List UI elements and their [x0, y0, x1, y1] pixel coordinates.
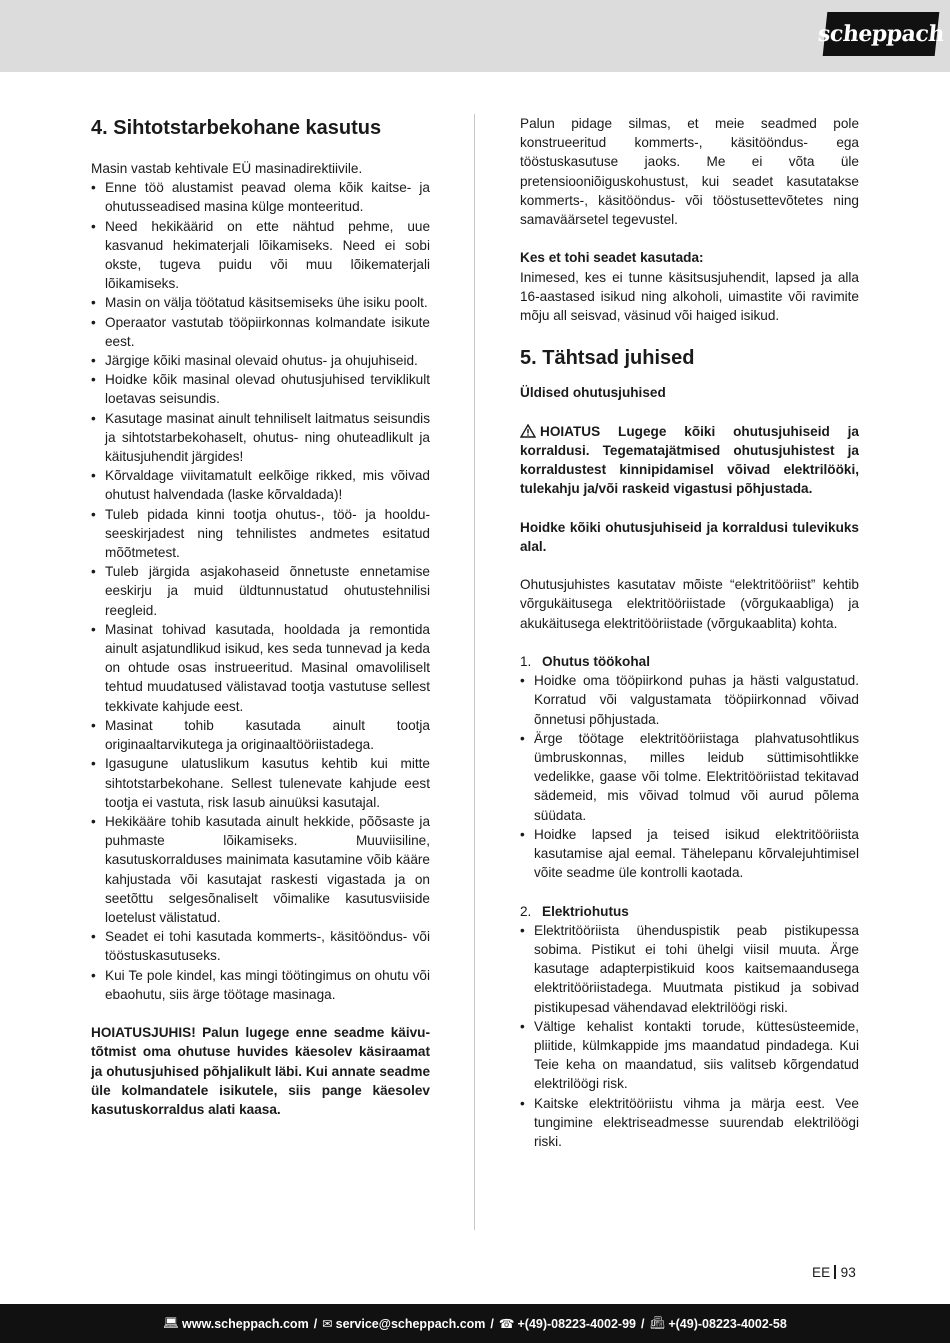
subsection-2-number: 2.	[520, 903, 532, 919]
bullet-marker: •	[91, 717, 96, 733]
footer-fax: +(49)-08223-4002-58	[668, 1316, 787, 1331]
left-bullet-item-text: Hekikääre tohib kasutada ainult hekkide, põõsaste ja puhmaste lõikamiseks. Muuviisiline, kasutuskorralduses mainimata kasutamine võib kääre kahjustada või kasutajat raskesti vigastada ja on seetõttu selgesõnaliselt võimalike kasutusviiside loetelust välistatud.	[105, 813, 430, 925]
page-number	[812, 1265, 856, 1280]
subsection-1-number: 1.	[520, 654, 532, 669]
workplace-safety-item-text: Hoidke oma tööpiirkond puhas ja hästi valgustatud. Korratud või valgustamata tööpiirkonnad võivad õnnetusi põhjustada.	[534, 673, 859, 727]
left-bullet-item	[91, 313, 430, 351]
left-bullet-item	[91, 620, 430, 716]
bullet-marker: •	[91, 180, 96, 196]
left-bullet-item-text: Enne töö alustamist peavad olema kõik kaitse- ja ohutusseadised masina külge monteeritud.	[105, 180, 430, 215]
left-bullet-item-text: Kui Te pole kindel, kas mingi töötingimus on ohutu või ebaohutu, siis ärge töötage masinaga.	[105, 967, 430, 1002]
bullet-marker: •	[91, 218, 96, 234]
left-bullet-item-text: Igasugune ulatuslikum kasutus kehtib kui mitte sihtotstarbekohane. Sellest tulenevate kahjude eest tootja ei vastuta, risk lasub ainuüksi kasutajal.	[105, 756, 430, 810]
footer-email[interactable]: service@scheppach.com	[335, 1316, 486, 1331]
general-safety-heading: Üldised ohutusjuhised	[520, 385, 666, 401]
right-column	[520, 114, 859, 1151]
bullet-marker: •	[91, 468, 96, 484]
top-bar	[0, 0, 950, 72]
brand-logo: scheppach	[823, 12, 940, 56]
bullet-marker: •	[91, 756, 96, 772]
left-bullet-item-text: Masinat tohivad kasutada, hooldada ja remontida ainult asjatundlikud isikud, kes seda tunnevad ja keda on ohtude osas instrueeritud. Masinal omavoliliselt tehtud muudatused välistavad tootja vastutuse sellest tekkivate kahjude eest.	[105, 621, 430, 714]
workplace-safety-item-text: Ärge töötage elektritööriistaga plahvatusohtlikus ümbruskonnas, milles leidub süttimisohtlikke vedelikke, gaase või tolme. Elektritööriistad tekitavad sädemeid, mis võivad tolmud või aurud põlema süüdata.	[534, 730, 859, 823]
left-bullet-item	[91, 466, 430, 504]
section-5-heading: 5. Tähtsad juhised	[520, 347, 695, 370]
electrical-safety-item-text: Vältige kehalist kontakti torude, küttesüsteemide, pliitide, külmkappide jms maandatud pindadega. Kui Teie keha on maandatud, siis valitseb kõrgendatud elektrilöögi risk.	[534, 1018, 859, 1092]
bullet-marker: •	[520, 922, 525, 938]
left-bullet-item	[91, 966, 430, 1004]
left-bullet-item	[91, 716, 430, 754]
hoiatus-text: HOIATUS Lugege kõiki ohutusjuhiseid ja korraldusi. Tegematajätmised ohutusjuhistest ja korraldustest kinnipidamisel võivad elektrilööki, tulekahju ja/või raskeid vigastusi põhjustada.	[520, 423, 859, 497]
right-intro: Palun pidage silmas, et meie seadmed pole konstrueeritud kommerts-, käsitööndus- ega tööstuskasutuse jaoks. Me ei võta üle pretensiooniõiguskohustust, kui seadet kasutatakse kommerts-, käsitööndus- või tööstusettevõtetes ning samaväärsetel tegevustel.	[520, 116, 859, 228]
page-number-value: 93	[840, 1265, 856, 1280]
left-bullet-item	[91, 927, 430, 965]
bullet-marker: •	[91, 929, 96, 945]
electrical-safety-item-text: Kaitske elektritööriistu vihma ja märja eest. Vee tungimine elektriseadmesse suurendab elektrilöögi riski.	[534, 1095, 859, 1150]
bullet-marker: •	[91, 295, 96, 311]
left-bullet-item-text: Kasutage masinat ainult tehniliselt laitmatus seisundis ja sihtotstarbekohaselt, ohutus- ning ohuteadlikult ja käitusjuhendit järgides!	[105, 410, 430, 465]
subsection-2-title: Elektriohutus	[542, 903, 629, 919]
subsection-2-list	[520, 921, 859, 1151]
left-bullet-item-text: Masin on välja töötatud käsitsemiseks ühe isiku poolt.	[105, 295, 428, 311]
left-bullet-item-text: Järgige kõiki masinal olevaid ohutus- ja ohujuhiseid.	[105, 353, 418, 369]
bullet-marker: •	[91, 314, 96, 330]
phone-icon: ☎	[498, 1317, 515, 1331]
bullet-marker: •	[91, 621, 96, 637]
page-lang: EE	[812, 1265, 831, 1280]
bullet-marker: •	[91, 353, 96, 369]
footer-bar: 💻︎ www.scheppach.com / ✉︎ service@scheppach.com / ☎ +(49)-08223-4002-99 / 📠︎ +(49)-08223-4002-58	[0, 1304, 950, 1343]
subsection-1-heading	[520, 652, 859, 671]
bullet-marker: •	[520, 1018, 525, 1034]
warning-notice: HOIATUSJUHIS! Palun lugege enne seadme käivutõtmist oma ohutuse huvides käesolev käsiraamat ja ohutusjuhised põhjalikult läbi. Kui annate seadme üle kolmandatele isikutele, siis pange käesolev kasutuskorraldus alati kaasa.	[91, 1025, 430, 1117]
left-bullet-item	[91, 351, 430, 370]
subsection-2-heading	[520, 902, 859, 921]
bullet-marker: •	[91, 506, 96, 522]
computer-icon: 💻︎	[163, 1316, 180, 1330]
electrical-safety-item	[520, 1017, 859, 1094]
bullet-marker: •	[91, 967, 96, 983]
left-bullet-item-text: Operaator vastutab tööpiirkonnas kolmandate isikute eest.	[105, 314, 430, 349]
workplace-safety-item	[520, 671, 859, 729]
left-bullet-item-text: Need hekikäärid on ette nähtud pehme, uue kasvanud hekimaterjali lõikamiseks. Need ei sobi okste, tugeva puidu või muu lõikematerjali lõikamiseks.	[105, 218, 430, 292]
bullet-marker: •	[91, 564, 96, 580]
bullet-marker: •	[91, 372, 96, 388]
bullet-marker: •	[520, 826, 525, 842]
left-bullet-item	[91, 505, 430, 563]
bullet-marker: •	[91, 410, 96, 426]
electrical-safety-item	[520, 921, 859, 1017]
left-column	[91, 114, 430, 1119]
left-intro: Masin vastab kehtivale EÜ masinadirektiivile.	[91, 161, 363, 176]
workplace-safety-item-text: Hoidke lapsed ja teised isikud elektritööriista kasutamise ajal eemal. Tähelepanu kõrvalejuhtimisel võite seadme üle kontrolli kaotada.	[534, 826, 859, 881]
left-bullet-item	[91, 409, 430, 467]
left-bullet-item	[91, 217, 430, 294]
left-bullet-item	[91, 754, 430, 812]
bullet-marker: •	[520, 673, 525, 689]
fax-icon: 📠︎	[649, 1316, 666, 1330]
section-4-heading: 4. Sihtotstarbekohane kasutus	[91, 117, 382, 139]
bullet-marker: •	[91, 813, 96, 829]
warning-triangle-icon	[520, 424, 536, 438]
subsection-1-title: Ohutus töökohal	[542, 654, 650, 669]
who-not-heading: Kes et tohi seadet kasutada:	[520, 250, 704, 266]
left-bullet-item-text: Kõrvaldage viivitamatult eelkõige rikked, mis võivad ohutust halvendada (laske kõrvaldada)!	[105, 468, 430, 503]
left-bullet-item-text: Tuleb pidada kinni tootja ohutus-, töö- ja hoolduseeskirjadest ning tehnilistes andmetes esitatud mõõtmetest.	[105, 506, 430, 561]
workplace-safety-item	[520, 729, 859, 825]
left-bullet-item	[91, 812, 430, 927]
footer-phone: +(49)-08223-4002-99	[517, 1316, 636, 1331]
bullet-marker: •	[520, 730, 525, 746]
left-bullet-item-text: Tuleb järgida asjakohaseid õnnetuste ennetamise eeskirju ja muid üldtunnustatud ohutustehnilisi reegleid.	[105, 564, 430, 618]
workplace-safety-item	[520, 825, 859, 883]
left-bullet-item	[91, 370, 430, 408]
keep-instructions: Hoidke kõiki ohutusjuhiseid ja korraldusi tulevikuks alal.	[520, 519, 859, 554]
left-bullet-item	[91, 293, 430, 312]
electrical-safety-item	[520, 1094, 859, 1152]
bullet-marker: •	[520, 1095, 525, 1111]
left-bullet-list	[91, 178, 430, 1004]
electrical-safety-item-text: Elektritööriista ühenduspistik peab pistikupessa sobima. Pistikut ei tohi ühelgi viisil muuta. Ärge kasutage adapterpistikuid koos kaitsemaandusega elektritööriistadega. Muutmata pistikud ja sobivad pistikupesad vähendavad elektrilöögi riski.	[534, 922, 859, 1015]
column-divider	[474, 114, 475, 1230]
left-bullet-item	[91, 178, 430, 216]
left-bullet-item-text: Masinat tohib kasutada ainult tootja originaaltarvikutega ja originaaltööriistadega.	[105, 717, 430, 753]
left-bullet-item	[91, 562, 430, 620]
subsection-1-list	[520, 671, 859, 882]
term-definition: Ohutusjuhistes kasutatav mõiste “elektritööriist” kehtib võrgukäitusega elektritööriistade (võrgukaabliga) ja akukäitusega elektritööriistade (võrgukaablita) kohta.	[520, 577, 859, 631]
left-bullet-item-text: Seadet ei tohi kasutada kommerts-, käsitööndus- või tööstuskasutuseks.	[105, 929, 430, 964]
left-bullet-item-text: Hoidke kõik masinal olevad ohutusjuhised terviklikult loetavas seisundis.	[105, 372, 430, 407]
who-not-text: Inimesed, kes ei tunne käsitsusjuhendit, lapsed ja alla 16-aastased isikud ning alkoholi, uimastite või ravimite mõju all seisvad, väsinud või haiged isikud.	[520, 269, 859, 324]
hoiatus-paragraph	[520, 422, 859, 499]
footer-website[interactable]: www.scheppach.com	[182, 1316, 309, 1331]
email-icon: ✉︎	[322, 1317, 333, 1331]
